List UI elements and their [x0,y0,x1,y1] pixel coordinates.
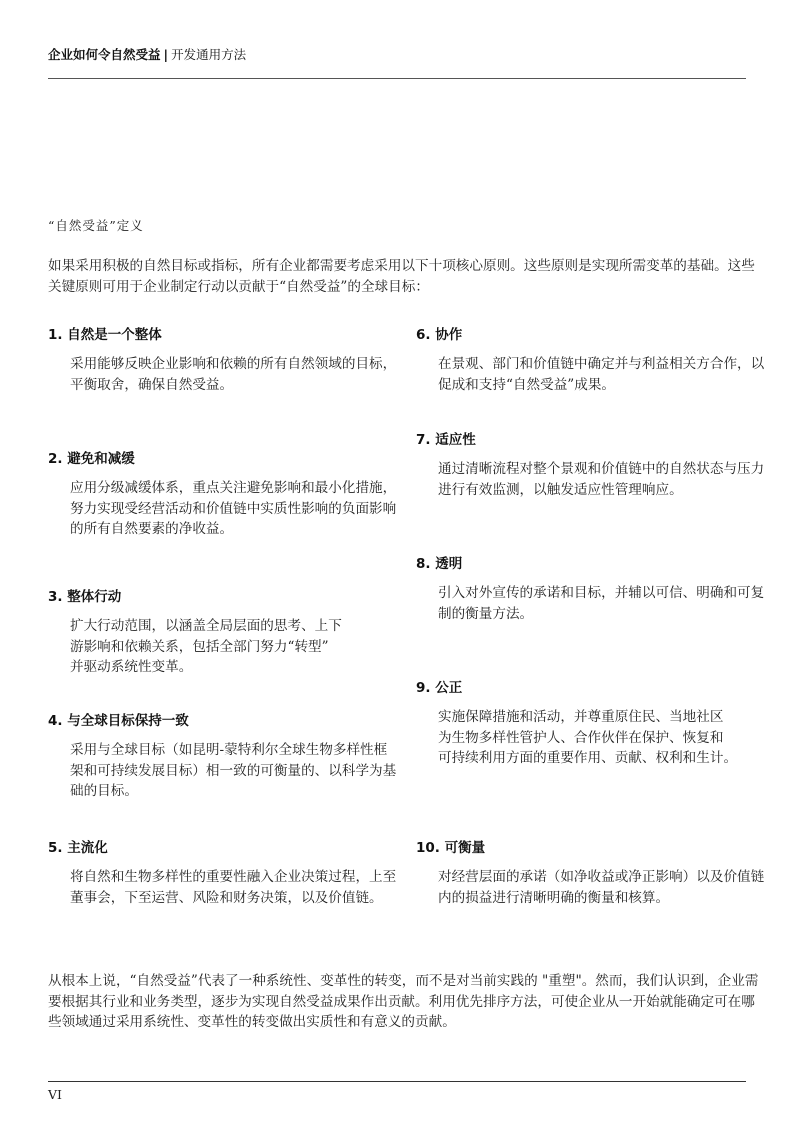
principle-item [48,588,398,678]
principle-body: 采用能够反映企业影响和依赖的所有自然领域的目标，平衡取舍，确保自然受益。 [70,356,397,393]
principle-body: 采用与全球目标（如昆明-蒙特利尔全球生物多样性框架和可持续发展目标）相一致的可衡量的、以科学为基础的目标。 [70,742,397,799]
principle-title: 6. 协作 [416,327,463,343]
header-rule [48,78,746,79]
principle-item [48,450,398,540]
principle-item [48,326,398,395]
principle-item [416,679,766,769]
header-title: 企业如何令自然受益 [48,47,161,62]
section-title: “自然受益”定义 [48,218,144,233]
principle-body: 扩大行动范围，以涵盖全局层面的思考、上下 游影响和依赖关系，包括全部门努力“转型” 并驱动系统性变革。 [70,618,342,675]
intro-paragraph: 如果采用积极的自然目标或指标，所有企业都需要考虑采用以下十项核心原则。这些原则是实现所需变革的基础。这些关键原则可用于企业制定行动以贡献于“自然受益”的全球目标： [48,258,755,295]
header-subtitle: 开发通用方法 [171,47,247,62]
principle-title: 4. 与全球目标保持一致 [48,713,189,729]
principle-item [416,839,766,908]
principle-title: 5. 主流化 [48,840,108,856]
principle-body: 对经营层面的承诺（如净收益或净正影响）以及价值链内的损益进行清晰明确的衡量和核算。 [438,869,765,906]
header-separator: | [163,47,169,62]
principle-item [48,712,398,802]
principle-body: 实施保障措施和活动，并尊重原住民、当地社区 为生物多样性管护人、合作伙伴在保护、恢复和 可持续利用方面的重要作用、贡献、权利和生计。 [438,709,738,766]
principle-title: 7. 适应性 [416,432,476,448]
principle-body: 通过清晰流程对整个景观和价值链中的自然状态与压力进行有效监测，以触发适应性管理响应。 [438,461,765,498]
conclusion-paragraph: 从根本上说，“自然受益”代表了一种系统性、变革性的转变，而不是对当前实践的 "重塑"。然而，我们认识到，企业需要根据其行业和业务类型，逐步为实现自然受益成果作出贡献。利用优先排序方法，可使企业从一开始就能确定可在哪些领域通过采用系统性、变革性的转变做出实质性和有意义的贡献。 [48,973,759,1030]
running-header [48,46,746,64]
principle-body: 引入对外宣传的承诺和目标，并辅以可信、明确和可复制的衡量方法。 [438,585,765,622]
principle-title: 10. 可衡量 [416,840,486,856]
principle-item [416,555,766,624]
principle-body: 应用分级减缓体系，重点关注避免影响和最小化措施，努力实现受经营活动和价值链中实质性影响的负面影响的所有自然要素的净收益。 [70,480,397,537]
principle-item [416,431,766,500]
page-number: VI [48,1087,62,1102]
footer-rule [48,1081,746,1082]
principle-title: 9. 公正 [416,680,463,696]
principle-body: 在景观、部门和价值链中确定并与利益相关方合作，以促成和支持“自然受益”成果。 [438,356,765,393]
principle-body: 将自然和生物多样性的重要性融入企业决策过程，上至董事会，下至运营、风险和财务决策，以及价值链。 [70,869,397,906]
principle-item [48,839,398,908]
principle-title: 1. 自然是一个整体 [48,327,162,343]
principle-item [416,326,766,395]
principle-title: 8. 透明 [416,556,463,572]
principle-title: 2. 避免和减缓 [48,451,135,467]
principle-title: 3. 整体行动 [48,589,122,605]
